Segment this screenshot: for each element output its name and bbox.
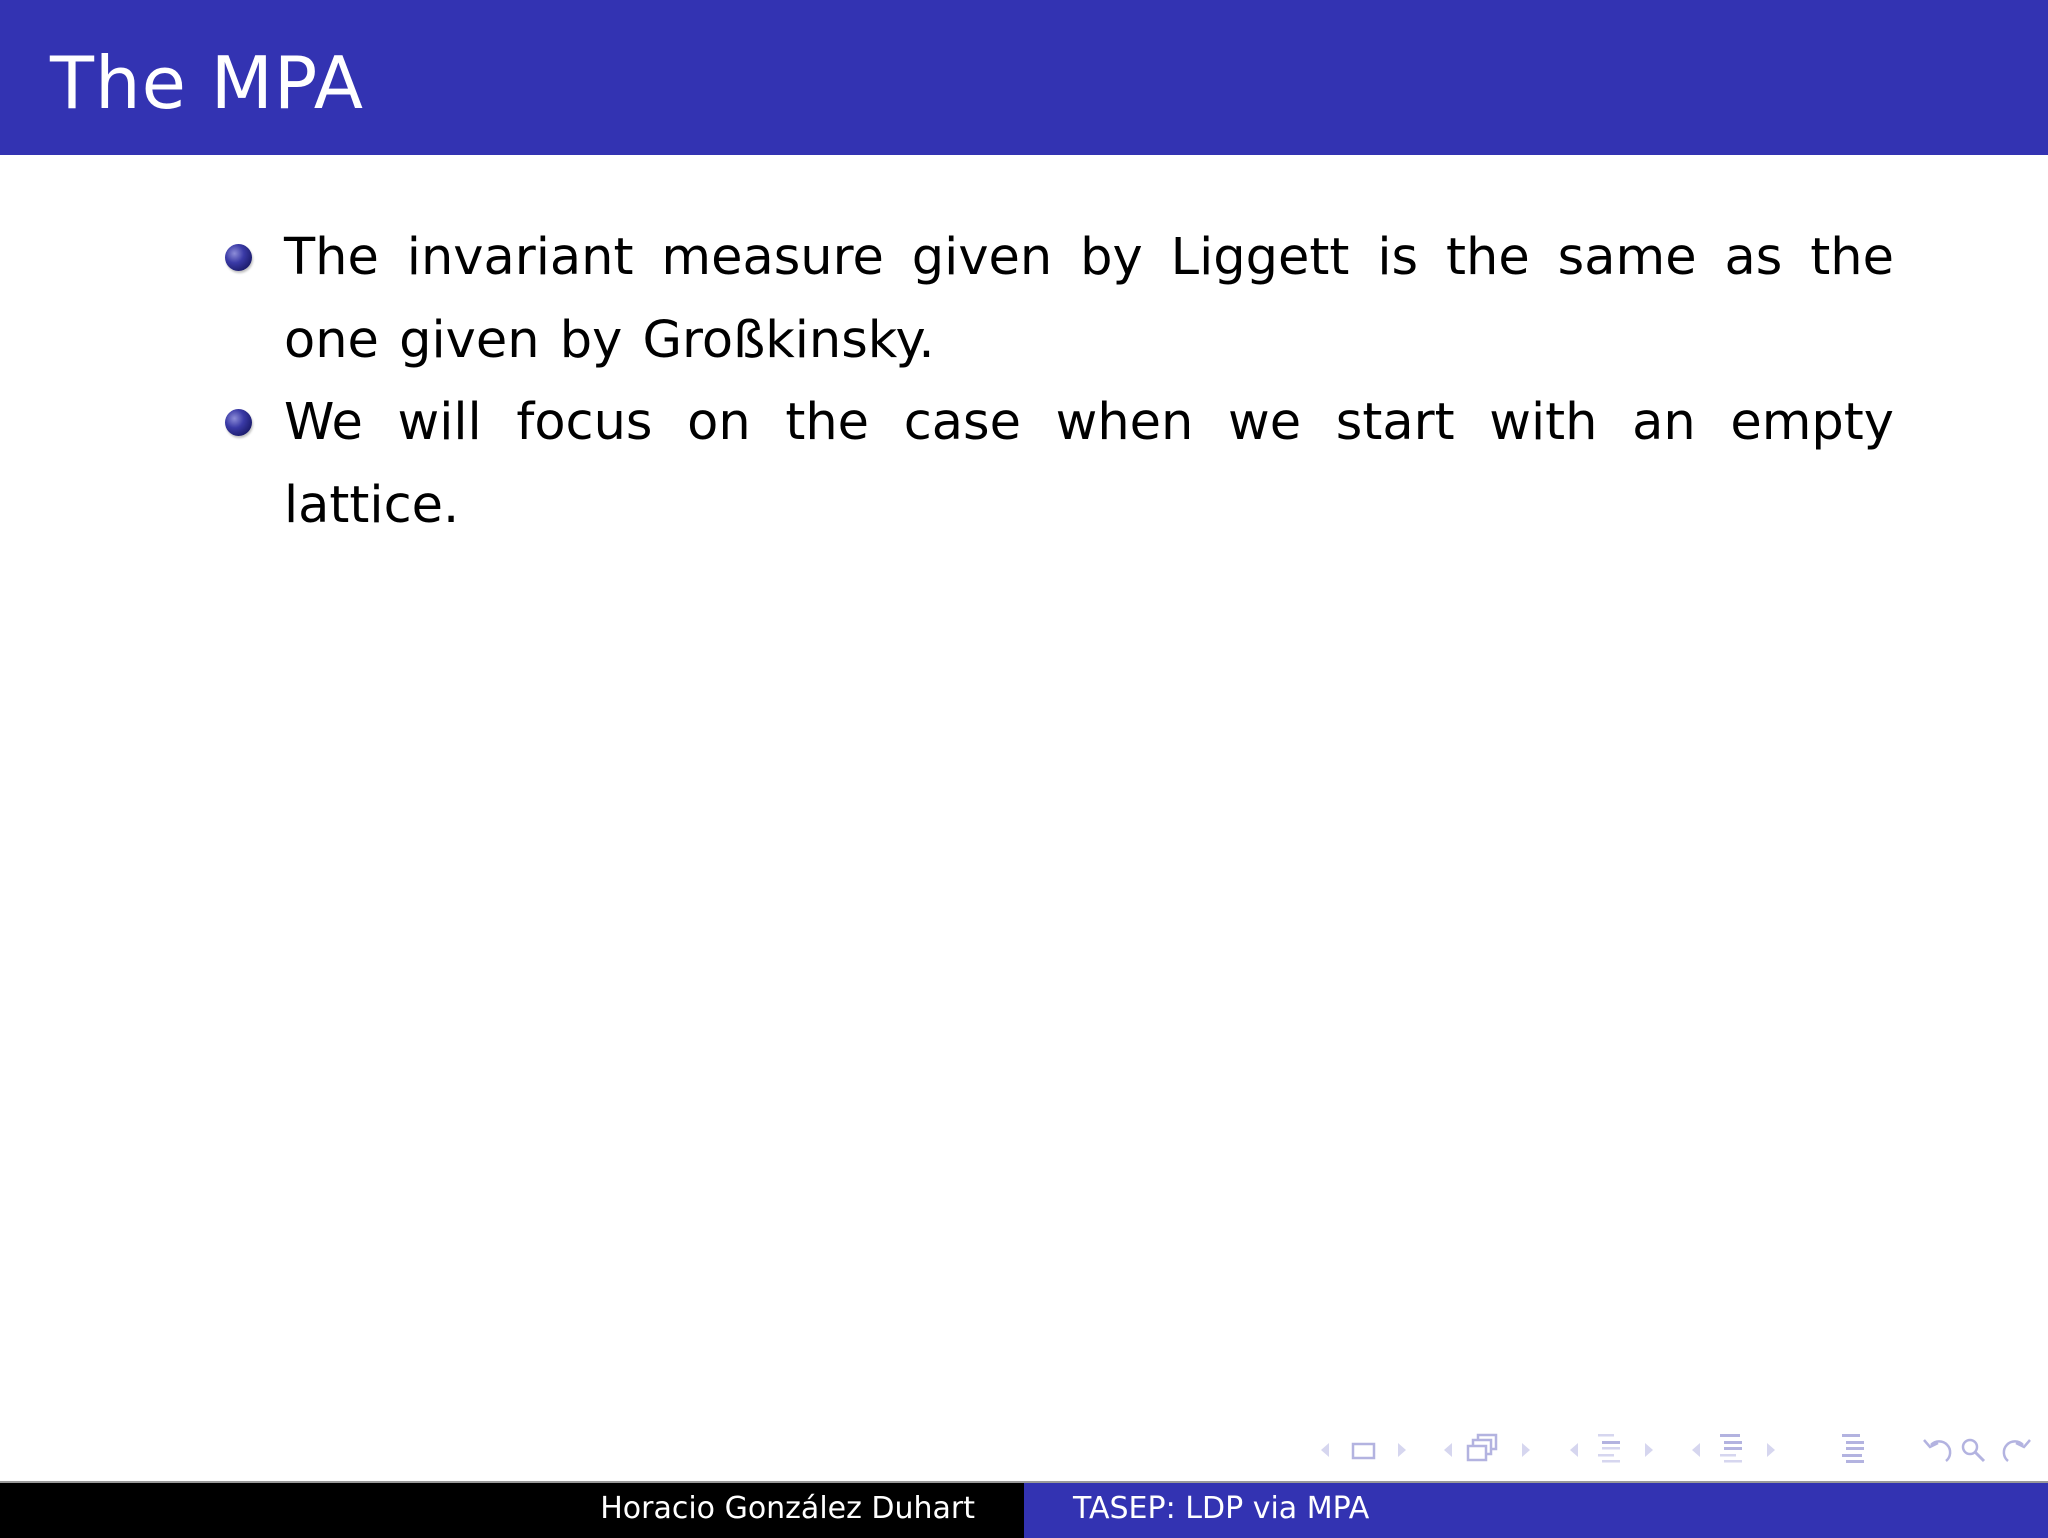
footline-author-box [0, 1483, 1024, 1538]
footline-short-title: TASEP: LDP via MPA [1073, 1491, 1370, 1526]
back-icon[interactable] [1924, 1440, 1950, 1461]
nav-prev-section-arrow[interactable] [1692, 1443, 1700, 1457]
nav-prev-subsection-arrow[interactable] [1570, 1443, 1578, 1457]
frame-icon[interactable] [1353, 1444, 1374, 1458]
slides-icon[interactable] [1468, 1435, 1496, 1460]
section-icon[interactable] [1720, 1434, 1742, 1463]
document-icon[interactable] [1842, 1434, 1864, 1463]
nav-prev-frame-arrow[interactable] [1321, 1443, 1329, 1457]
footline-author: Horacio González Duhart [600, 1491, 975, 1526]
forward-icon[interactable] [2004, 1440, 2030, 1461]
subsection-icon[interactable] [1598, 1434, 1620, 1463]
navigation-bar [1310, 1432, 2040, 1468]
bullet-text: The invariant measure given by Liggett is the same as the one given by Großkinsky. [284, 228, 1894, 370]
nav-next-section-arrow[interactable] [1767, 1443, 1775, 1457]
ball-bullet-icon [225, 244, 252, 271]
frame-title-bar [0, 0, 2048, 155]
search-icon[interactable] [1963, 1440, 1984, 1461]
nav-prev-slide-arrow[interactable] [1444, 1443, 1452, 1457]
footline-title-box [1024, 1483, 2048, 1538]
navigation-symbols [1310, 1432, 2040, 1468]
footline [0, 1481, 2048, 1536]
nav-next-subsection-arrow[interactable] [1645, 1443, 1653, 1457]
bullet-text: We will focus on the case when we start with an empty lattice. [284, 393, 1894, 535]
nav-next-frame-arrow[interactable] [1398, 1443, 1406, 1457]
nav-next-slide-arrow[interactable] [1522, 1443, 1530, 1457]
ball-bullet-icon [225, 409, 252, 436]
frame-title: The MPA [50, 41, 364, 125]
